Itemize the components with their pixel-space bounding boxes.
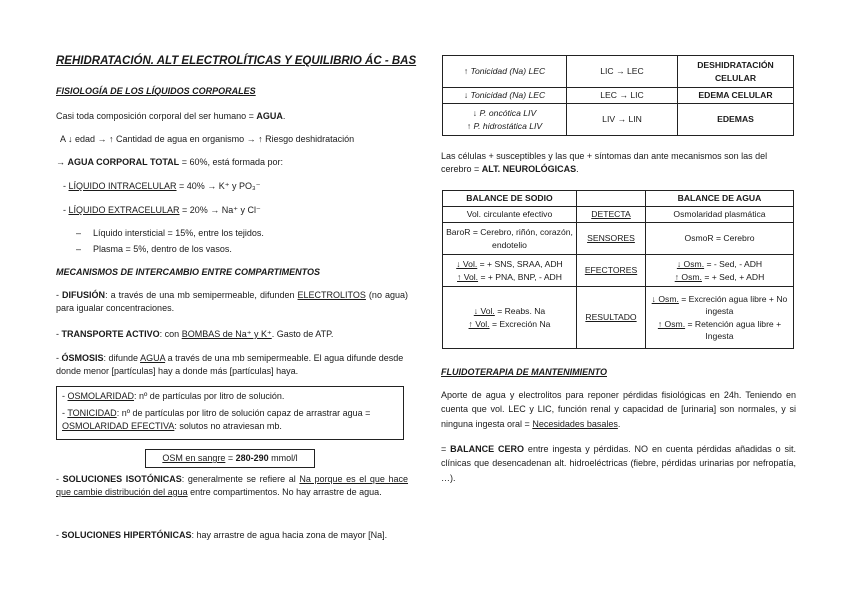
table-header: BALANCE DE AGUA <box>646 191 794 207</box>
difusion-paragraph: - DIFUSIÓN: a través de una mb semipermeable, difunden ELECTROLITOS (no agua) para igualar concentraciones. <box>56 290 409 314</box>
table-cell: RESULTADO <box>577 287 646 349</box>
act-line: → AGUA CORPORAL TOTAL = 60%, está formada por: <box>56 157 283 167</box>
osmolaridad-box <box>56 386 404 440</box>
fluidoterapia-paragraph: Aporte de agua y electrolitos para reponer pérdidas fisiológicas en 24h. Teniendo en cuenta que vol. LEC y LIC, función renal y capacidad de [urinaria] son normales, y si ninguna ingesta oral = Necesidades basales. <box>441 390 796 429</box>
transporte-activo-line: - TRANSPORTE ACTIVO: con BOMBAS de Na⁺ y K⁺. Gasto de ATP. <box>56 329 334 339</box>
agua-line: Casi toda composición corporal del ser humano = AGUA. <box>56 111 286 121</box>
balance-table <box>442 190 794 349</box>
table-row <box>443 88 794 104</box>
table-header <box>577 191 646 207</box>
isotonicas-paragraph: - SOLUCIONES ISOTÓNICAS: generalmente se refiere al Na porque es el que hace que cambie distribución del agua entre compartimentos. No hay arrastre de agua. <box>56 474 409 498</box>
table-cell: OsmoR = Cerebro <box>646 223 794 255</box>
table-cell: Osmolaridad plasmática <box>646 207 794 223</box>
section-heading-fluidoterapia: FLUIDOTERAPIA DE MANTENIMIENTO <box>441 367 607 377</box>
table-row <box>443 191 794 207</box>
table-cell: EDEMA CELULAR <box>678 88 794 104</box>
sub-item-intersticial: – Líquido intersticial = 15%, entre los tejidos. <box>76 228 264 238</box>
section-heading-mecanismos: MECANISMOS DE INTERCAMBIO ENTRE COMPARTIMENTOS <box>56 267 321 277</box>
edad-line: A ↓ edad → ↑ Cantidad de agua en organismo → ↑ Riesgo deshidratación <box>60 134 355 144</box>
table-row <box>443 104 794 136</box>
table-cell: DESHIDRATACIÓN CELULAR <box>678 56 794 88</box>
table-cell: ↓ Osm. = Excreción agua libre + No ingesta ↑ Osm. = Retención agua libre + Ingesta <box>646 287 794 349</box>
table-cell: LIV → LIN <box>567 104 678 136</box>
table-cell: Vol. circulante efectivo <box>443 207 577 223</box>
page-title: REHIDRATACIÓN. ALT ELECTROLÍTICAS Y EQUILIBRIO ÁC - BAS <box>56 55 417 67</box>
lec-line: - LÍQUIDO EXTRACELULAR = 20% → Na⁺ y Cl⁻ <box>63 205 261 215</box>
table-cell: SENSORES <box>577 223 646 255</box>
table-row <box>443 56 794 88</box>
table-cell: LIC → LEC <box>567 56 678 88</box>
section-heading-fisiologia: FISIOLOGÍA DE LOS LÍQUIDOS CORPORALES <box>56 86 256 96</box>
table-row <box>443 207 794 223</box>
tonicidad-definition: - TONICIDAD: nº de partículas por litro de solución capaz de arrastrar agua = OSMOLARIDAD EFECTIVA: solutos no atraviesan mb. <box>62 408 371 432</box>
table-cell: ↓ P. oncótica LIV ↑ P. hidrostática LIV <box>443 104 567 136</box>
table-cell: EDEMAS <box>678 104 794 136</box>
table-row <box>443 287 794 349</box>
table-cell: ↓ Vol. = + SNS, SRAA, ADH ↑ Vol. = + PNA, BNP, - ADH <box>443 255 577 287</box>
lic-line: - LÍQUIDO INTRACELULAR = 40% → K⁺ y PO₃⁻ <box>63 181 261 191</box>
osmolaridad-definition: - OSMOLARIDAD: nº de partículas por litro de solución. <box>62 391 285 401</box>
osmosis-paragraph: - ÓSMOSIS: difunde AGUA a través de una mb semipermeable. El agua difunde desde donde menor [partículas] hay a donde más [partículas] haya. <box>56 353 404 377</box>
tonicidad-table <box>442 55 794 136</box>
table-cell: ↓ Vol. = Reabs. Na ↑ Vol. = Excreción Na <box>443 287 577 349</box>
neurologicas-paragraph: Las células + susceptibles y las que + síntomas dan ante mecanismos son las del cerebro = ALT. NEUROLÓGICAS. <box>441 151 768 175</box>
sub-item-plasma: – Plasma = 5%, dentro de los vasos. <box>76 244 232 254</box>
osm-sangre-box <box>145 449 315 468</box>
table-cell: ↓ Tonicidad (Na) LEC <box>443 88 567 104</box>
table-row <box>443 255 794 287</box>
table-cell: ↑ Tonicidad (Na) LEC <box>443 56 567 88</box>
table-header: BALANCE DE SODIO <box>443 191 577 207</box>
hipertonicas-line: - SOLUCIONES HIPERTÓNICAS: hay arrastre de agua hacia zona de mayor [Na]. <box>56 530 388 540</box>
balance-cero-paragraph: = BALANCE CERO entre ingesta y pérdidas. NO en cuenta pérdidas añadidas o sit. clínicas que desencadenan alt. hidroeléctricas (fiebre, pérdidas urinarias por nefropatía, …). <box>441 444 796 483</box>
table-row <box>443 223 794 255</box>
table-cell: BaroR = Cerebro, riñón, corazón, endotelio <box>443 223 577 255</box>
table-cell: LEC → LIC <box>567 88 678 104</box>
table-cell: ↓ Osm. = - Sed, - ADH ↑ Osm. = + Sed, + ADH <box>646 255 794 287</box>
table-cell: DETECTA <box>577 207 646 223</box>
osm-sangre-value: OSM en sangre = 280-290 mmol/l <box>162 453 298 463</box>
table-cell: EFECTORES <box>577 255 646 287</box>
